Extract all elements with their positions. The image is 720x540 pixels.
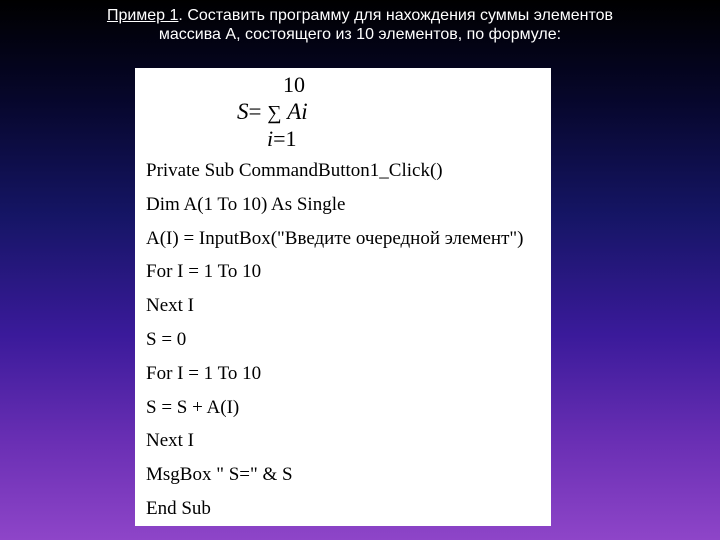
formula-lower-limit [267, 127, 297, 151]
code-line: S = 0 [146, 328, 187, 350]
formula-index: i [267, 126, 274, 151]
code-line: A(I) = InputBox("Введите очередной элемент") [146, 227, 524, 249]
sigma-symbol: ∑ [267, 102, 282, 124]
formula-lower-equals: = [273, 126, 286, 151]
code-line: For I = 1 To 10 [146, 362, 262, 384]
slide-title-line-2: массива А, состоящего из 10 элементов, по формуле: [158, 26, 562, 43]
code-line: Private Sub CommandButton1_Click() [146, 160, 443, 181]
slide-title-line-1-text: . Составить программу для нахождения суммы элементов [178, 7, 614, 24]
formula-lhs: S [237, 99, 249, 124]
code-line: Next I [146, 295, 195, 317]
code-panel [135, 68, 551, 526]
formula-lower-value: 1 [285, 126, 297, 151]
formula-upper-limit: 10 [283, 72, 305, 97]
formula-summand: Ai [287, 99, 308, 124]
slide-title [0, 6, 720, 44]
example-label: Пример 1 [106, 7, 179, 24]
formula-equals: = [248, 99, 262, 124]
formula-main-line [237, 99, 308, 126]
code-line: Next I [146, 430, 195, 452]
sum-formula [235, 74, 375, 154]
code-line: For I = 1 To 10 [146, 261, 262, 283]
code-line: MsgBox " S=" & S [146, 464, 293, 486]
code-line: Dim A(1 To 10) As Single [146, 193, 346, 215]
code-line: End Sub [146, 497, 211, 519]
slide-title-line-1 [0, 6, 720, 25]
code-listing [146, 159, 524, 531]
code-line: S = S + A(I) [146, 396, 240, 418]
